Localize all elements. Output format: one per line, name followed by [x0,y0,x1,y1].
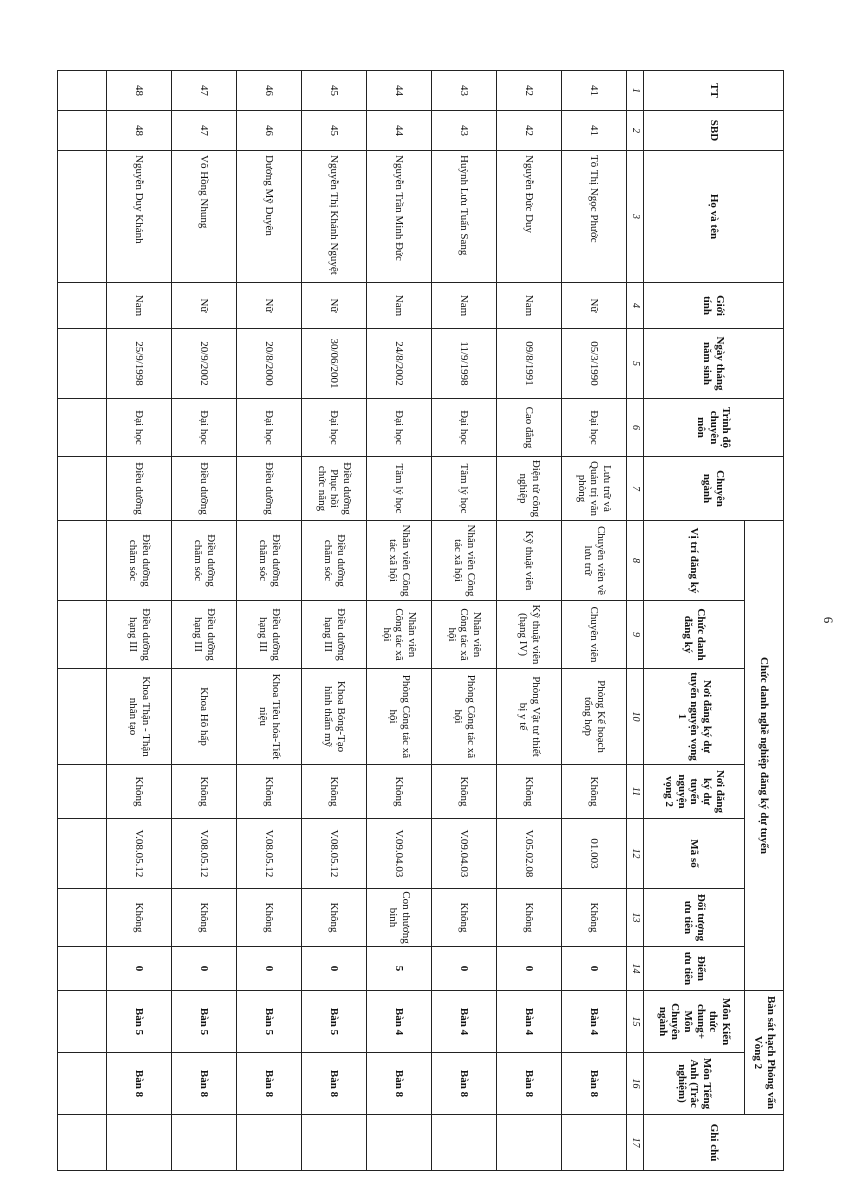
cell-name: Nguyễn Duy Khánh [107,151,172,283]
cell-ban-ta: Bàn 8 [107,1053,172,1115]
cell-code: V.09.04.03 [367,819,432,889]
cell-title: Chuyên viên [562,601,627,669]
table-row [302,71,367,1171]
cell-dob: 20/9/2002 [172,329,237,399]
cell-name: Nguyễn Đức Duy [497,151,562,283]
cell-ban-kt: Bàn 5 [172,991,237,1053]
header-sbd: SBD [644,111,784,151]
cell-priority-obj: Không [302,889,367,947]
column-number: 10 [627,669,644,765]
cell-code: 01.003 [562,819,627,889]
cell-note [562,1115,627,1171]
cell-sbd: 42 [497,111,562,151]
cell-major: Điều dưỡng [107,457,172,521]
cell-dob: 05/3/1990 [562,329,627,399]
cell-note [432,1115,497,1171]
header-major: Chuyên ngành [644,457,784,521]
empty-cell [58,991,107,1053]
table-body [58,71,644,1171]
cell-title: Nhân viên Công tác xã hội [367,601,432,669]
cell-code: V.08.05.12 [107,819,172,889]
cell-position: Chuyên viên về lưu trữ [562,521,627,601]
cell-major: Tâm lý học [432,457,497,521]
cell-ban-ta: Bàn 8 [432,1053,497,1115]
cell-major: Điều dưỡng Phục hồi chức năng [302,457,367,521]
cell-gender: Nữ [237,283,302,329]
column-number: 2 [627,111,644,151]
cell-position: Điều dưỡng chăm sóc [107,521,172,601]
header-nv1: Nơi đăng ký dự tuyển nguyện vọng 1 [644,669,745,765]
cell-ban-kt: Bàn 4 [367,991,432,1053]
column-number: 14 [627,947,644,991]
cell-priority-pts: 0 [497,947,562,991]
cell-dob: 30/06/2001 [302,329,367,399]
cell-level: Đại học [107,399,172,457]
empty-cell [58,819,107,889]
cell-priority-obj: Không [432,889,497,947]
cell-nv2: Không [432,765,497,819]
cell-dob: 20/8/2000 [237,329,302,399]
cell-name: Dương Mỹ Duyên [237,151,302,283]
empty-cell [58,601,107,669]
cell-tt: 43 [432,71,497,111]
cell-title: Kỹ thuật viên (hạng IV) [497,601,562,669]
column-number: 3 [627,151,644,283]
cell-nv1: Khoa Hô hấp [172,669,237,765]
cell-level: Đại học [367,399,432,457]
header-position: Vị trí đăng ký [644,521,745,601]
cell-note [497,1115,562,1171]
cell-nv2: Không [237,765,302,819]
cell-note [172,1115,237,1171]
cell-sbd: 45 [302,111,367,151]
empty-cell [58,111,107,151]
header-dob: Ngày tháng năm sinh [644,329,784,399]
cell-gender: Nữ [302,283,367,329]
table-row [562,71,627,1171]
header-note: Ghi chú [644,1115,784,1171]
empty-cell [58,765,107,819]
column-number: 7 [627,457,644,521]
cell-gender: Nam [432,283,497,329]
cell-ban-kt: Bàn 4 [432,991,497,1053]
cell-name: Nguyễn Trần Minh Đức [367,151,432,283]
cell-note [237,1115,302,1171]
column-number: 6 [627,399,644,457]
header-ban-ta: Môn Tiếng Anh (Trắc nghiệm) [644,1053,745,1115]
cell-title: Nhân viên Công tác xã hội [432,601,497,669]
empty-cell [58,521,107,601]
cell-nv2: Không [172,765,237,819]
cell-title: Điều dưỡng hạng III [172,601,237,669]
cell-level: Đại học [237,399,302,457]
header-title: Chức danh đăng ký [644,601,745,669]
empty-cell [58,71,107,111]
cell-gender: Nam [367,283,432,329]
cell-sbd: 41 [562,111,627,151]
cell-position: Điều dưỡng chăm sóc [237,521,302,601]
column-number: 15 [627,991,644,1053]
rotated-document [64,70,836,1170]
cell-note [367,1115,432,1171]
cell-code: V.08.05.12 [302,819,367,889]
cell-tt: 41 [562,71,627,111]
empty-cell [58,1053,107,1115]
column-number: 13 [627,889,644,947]
cell-priority-obj: Không [497,889,562,947]
header-ban-kt: Môn Kiến thức chung+ Môn Chuyên ngành [644,991,745,1053]
cell-major: Lưu trữ và Quản trị văn phòng [562,457,627,521]
cell-ban-ta: Bàn 8 [562,1053,627,1115]
cell-priority-obj: Không [107,889,172,947]
cell-code: V.08.05.12 [237,819,302,889]
cell-name: Tô Thị Ngọc Phước [562,151,627,283]
cell-nv1: Khoa Thận - Thận nhân tạo [107,669,172,765]
cell-dob: 09/8/1991 [497,329,562,399]
cell-nv1: Phòng Kế hoạch tổng hợp [562,669,627,765]
cell-name: Huỳnh Lưu Tuấn Sang [432,151,497,283]
cell-level: Đại học [302,399,367,457]
cell-position: Điều dưỡng chăm sóc [302,521,367,601]
cell-major: Điều dưỡng [237,457,302,521]
table-row [432,71,497,1171]
cell-priority-obj: Không [562,889,627,947]
header-priority-obj: Đối tượng ưu tiên [644,889,745,947]
cell-name: Nguyễn Thị Khánh Nguyệt [302,151,367,283]
table-row [237,71,302,1171]
empty-cell [58,889,107,947]
cell-nv2: Không [497,765,562,819]
cell-position: Điều dưỡng chăm sóc [172,521,237,601]
cell-priority-obj: Con thương binh [367,889,432,947]
cell-ban-kt: Bàn 5 [107,991,172,1053]
cell-gender: Nam [497,283,562,329]
column-number: 16 [627,1053,644,1115]
empty-cell [58,947,107,991]
cell-name: Võ Hồng Nhung [172,151,237,283]
cell-nv2: Không [107,765,172,819]
empty-cell [58,283,107,329]
header-nv2: Nơi đăng ký dự tuyển nguyện vọng 2 [644,765,745,819]
cell-ban-ta: Bàn 8 [367,1053,432,1115]
cell-level: Đại học [172,399,237,457]
header-group-ban: Bàn sát hạch Phỏng vấn Vòng 2 [745,991,784,1115]
table-row [172,71,237,1171]
cell-sbd: 43 [432,111,497,151]
column-number: 11 [627,765,644,819]
column-number: 8 [627,521,644,601]
cell-ban-kt: Bàn 5 [237,991,302,1053]
cell-priority-pts: 0 [432,947,497,991]
cell-ban-ta: Bàn 8 [237,1053,302,1115]
candidate-table [57,70,784,1171]
cell-code: V.09.04.03 [432,819,497,889]
cell-position: Kỹ thuật viên [497,521,562,601]
cell-level: Cao đẳng [497,399,562,457]
cell-ban-kt: Bàn 4 [562,991,627,1053]
cell-ban-ta: Bàn 8 [302,1053,367,1115]
cell-priority-pts: 0 [302,947,367,991]
cell-gender: Nữ [562,283,627,329]
cell-position: Nhân viên Công tác xã hội [367,521,432,601]
cell-nv1: Khoa Tiêu hóa-Tiết niệu [237,669,302,765]
empty-cell [58,329,107,399]
cell-nv2: Không [367,765,432,819]
cell-dob: 24/8/2002 [367,329,432,399]
cell-nv1: Khoa Bỏng-Tạo hình thẩm mỹ [302,669,367,765]
cell-nv1: Phòng Công tác xã hội [367,669,432,765]
header-tt: TT [644,71,784,111]
cell-sbd: 47 [172,111,237,151]
cell-tt: 46 [237,71,302,111]
empty-cell [58,1115,107,1171]
header-level: Trình độ chuyên môn [644,399,784,457]
cell-priority-obj: Không [237,889,302,947]
header-group-chuc-danh: Chức danh nghề nghiệp đăng ký dự tuyển [745,521,784,991]
cell-note [107,1115,172,1171]
cell-tt: 44 [367,71,432,111]
cell-nv1: Phòng Vật tư thiết bị y tế [497,669,562,765]
cell-code: V.05.02.08 [497,819,562,889]
header-gender: Giới tính [644,283,784,329]
cell-title: Điều dưỡng hạng III [107,601,172,669]
cell-title: Điều dưỡng hạng III [237,601,302,669]
cell-major: Tâm lý học [367,457,432,521]
cell-major: Điều dưỡng [172,457,237,521]
cell-level: Đại học [562,399,627,457]
table-row [367,71,432,1171]
cell-tt: 42 [497,71,562,111]
empty-cell [58,457,107,521]
column-number: 12 [627,819,644,889]
column-number: 17 [627,1115,644,1171]
cell-priority-pts: 0 [172,947,237,991]
cell-dob: 25/9/1998 [107,329,172,399]
cell-sbd: 48 [107,111,172,151]
cell-ban-ta: Bàn 8 [172,1053,237,1115]
cell-priority-pts: 0 [562,947,627,991]
cell-major: Điện tử công nghiệp [497,457,562,521]
cell-level: Đại học [432,399,497,457]
empty-cell [58,399,107,457]
cell-nv2: Không [562,765,627,819]
cell-ban-kt: Bàn 4 [497,991,562,1053]
column-number: 9 [627,601,644,669]
cell-nv2: Không [302,765,367,819]
cell-note [302,1115,367,1171]
column-number: 5 [627,329,644,399]
header-priority-pts: Điểm ưu tiên [644,947,745,991]
cell-sbd: 46 [237,111,302,151]
cell-position: Nhân viên Công tác xã hội [432,521,497,601]
cell-dob: 11/9/1998 [432,329,497,399]
empty-cell [58,151,107,283]
cell-priority-pts: 0 [237,947,302,991]
empty-cell [58,669,107,765]
column-number-row [627,71,644,1171]
header-name: Họ và tên [644,151,784,283]
cell-priority-pts: 0 [107,947,172,991]
column-number: 1 [627,71,644,111]
empty-row [58,71,107,1171]
cell-ban-ta: Bàn 8 [497,1053,562,1115]
cell-code: V.08.05.12 [172,819,237,889]
cell-sbd: 44 [367,111,432,151]
page-number: 6 [821,616,836,624]
header-code: Mã số [644,819,745,889]
cell-ban-kt: Bàn 5 [302,991,367,1053]
cell-tt: 47 [172,71,237,111]
cell-nv1: Phòng Công tác xã hội [432,669,497,765]
cell-tt: 45 [302,71,367,111]
cell-gender: Nữ [172,283,237,329]
cell-title: Điều dưỡng hạng III [302,601,367,669]
cell-priority-pts: 5 [367,947,432,991]
cell-priority-obj: Không [172,889,237,947]
table-row [497,71,562,1171]
cell-tt: 48 [107,71,172,111]
column-number: 4 [627,283,644,329]
table-row [107,71,172,1171]
cell-gender: Nam [107,283,172,329]
